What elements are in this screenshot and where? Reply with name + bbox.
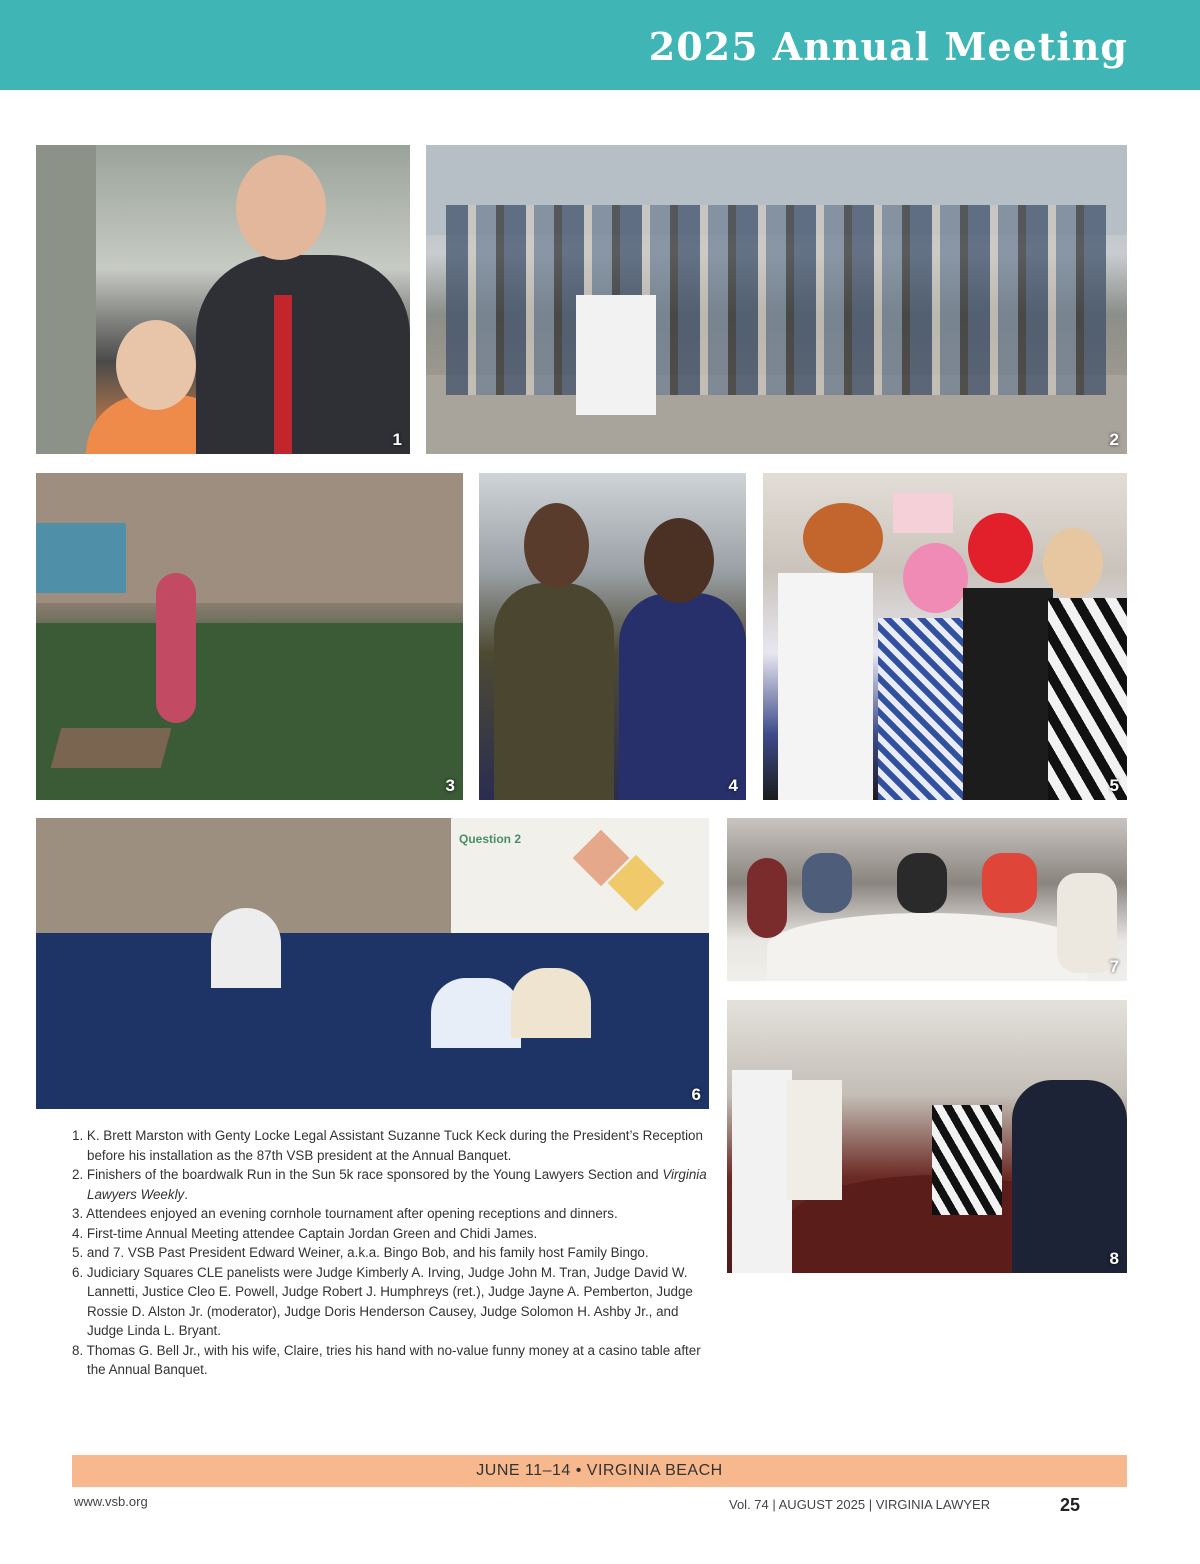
- patterned-top: [1048, 598, 1127, 800]
- player-figure: [747, 858, 787, 938]
- player-figure: [802, 853, 852, 913]
- photo-number: 2: [1109, 430, 1119, 449]
- photo-number: 5: [1109, 776, 1119, 795]
- photo-number: 7: [1109, 957, 1119, 976]
- woman-face: [116, 320, 196, 410]
- captain-face: [524, 503, 589, 588]
- caption-item: 4. First-time Annual Meeting attendee Captain Jordan Green and Chidi James.: [72, 1225, 538, 1241]
- photo-number: 8: [1109, 1249, 1119, 1268]
- woman-face: [1043, 528, 1103, 598]
- caption-item: 3. Attendees enjoyed an evening cornhole tournament after opening receptions and dinners.: [72, 1206, 618, 1221]
- caption-item: 1. K. Brett Marston with Genty Locke Legal Assistant Suzanne Tuck Keck during the President’s Reception before his installation as the 87th VSB president at the Annual Banquet.: [72, 1128, 703, 1163]
- caption-item: 8. Thomas G. Bell Jr., with his wife, Claire, tries his hand with no-value funny money at a casino table after the Annual Banquet.: [72, 1342, 701, 1377]
- claire-figure: [932, 1105, 1002, 1215]
- photo-number: 1: [392, 430, 402, 449]
- header-banner: [0, 0, 1200, 90]
- photo-captions: [72, 1126, 714, 1380]
- issue-info: Vol. 74 | AUGUST 2025 | VIRGINIA LAWYER: [729, 1497, 991, 1512]
- player-figure: [1057, 873, 1117, 973]
- panelist: [511, 968, 591, 1038]
- page-number: 25: [1060, 1495, 1081, 1515]
- army-uniform-figure: [494, 583, 614, 800]
- lawn: [36, 623, 463, 800]
- section-title: 2025 Annual Meeting: [648, 24, 1128, 69]
- caption-item: 5. and 7. VSB Past President Edward Weiner, a.k.a. Bingo Bob, and his family host Family Bingo.: [72, 1245, 649, 1260]
- suit-figure: [619, 593, 746, 800]
- caption-italic: Virginia Lawyers Weekly: [87, 1167, 707, 1202]
- photo-4: [479, 473, 746, 800]
- caption-text: 2. Finishers of the boardwalk Run in the Sun 5k race sponsored by the Young Lawyers Section and: [72, 1167, 663, 1182]
- cornhole-board: [51, 728, 172, 768]
- red-tie: [274, 295, 292, 454]
- slide-heading: Question 2: [459, 832, 522, 846]
- red-wig: [968, 513, 1033, 583]
- bingo-table: [767, 913, 1087, 981]
- photo-7: [727, 818, 1127, 981]
- man-face: [236, 155, 326, 260]
- photo-1: [36, 145, 410, 454]
- bingo-sign: [893, 493, 953, 533]
- website-link[interactable]: www.vsb.org: [74, 1494, 148, 1509]
- polka-dress: [963, 588, 1053, 800]
- thomas-figure: [1012, 1080, 1127, 1273]
- clown-wig: [803, 503, 883, 573]
- man-figure: [196, 255, 410, 454]
- photo-6: [36, 818, 709, 1109]
- player-figure: [897, 853, 947, 913]
- caption-item: 6. Judiciary Squares CLE panelists were Judge Kimberly A. Irving, Judge John M. Tran, Judge David W. Lannetti, Justice Cleo E. Powell, Judge Robert J. Humphreys (ret.), Judge Jayne A. Pemberton, Judge Rossie D. Alston Jr. (moderator), Judge Doris Henderson Causey, Judge Solomon H. Ashby Jr., and Judge Linda L. Bryant.: [72, 1264, 693, 1338]
- photo-8: [727, 1000, 1127, 1273]
- photo-number: 4: [728, 776, 738, 795]
- player-figure: [156, 573, 196, 723]
- photo-5: [763, 473, 1127, 800]
- dealer-figure: [732, 1070, 792, 1273]
- dealer-figure: [787, 1080, 842, 1200]
- run-in-the-sun-shirt: [576, 295, 656, 415]
- pink-wig: [903, 543, 968, 613]
- panelist: [431, 978, 521, 1048]
- caption-text: .: [184, 1186, 188, 1202]
- blue-pavilion: [36, 523, 126, 593]
- photo-3: [36, 473, 463, 800]
- photo-number: 3: [445, 776, 455, 795]
- player-figure: [982, 853, 1037, 913]
- window-frame: [36, 145, 96, 454]
- photo-2: [426, 145, 1127, 454]
- chidi-face: [644, 518, 714, 603]
- clown-figure: [778, 573, 873, 800]
- caption-item: [72, 1165, 714, 1204]
- photo-number: 6: [691, 1085, 701, 1104]
- panel-tables: [36, 933, 709, 1109]
- event-dates-bar: [72, 1455, 1127, 1487]
- event-dates: JUNE 11–14 • VIRGINIA BEACH: [476, 1462, 723, 1479]
- runner-group: [446, 205, 1106, 395]
- panelist: [211, 908, 281, 988]
